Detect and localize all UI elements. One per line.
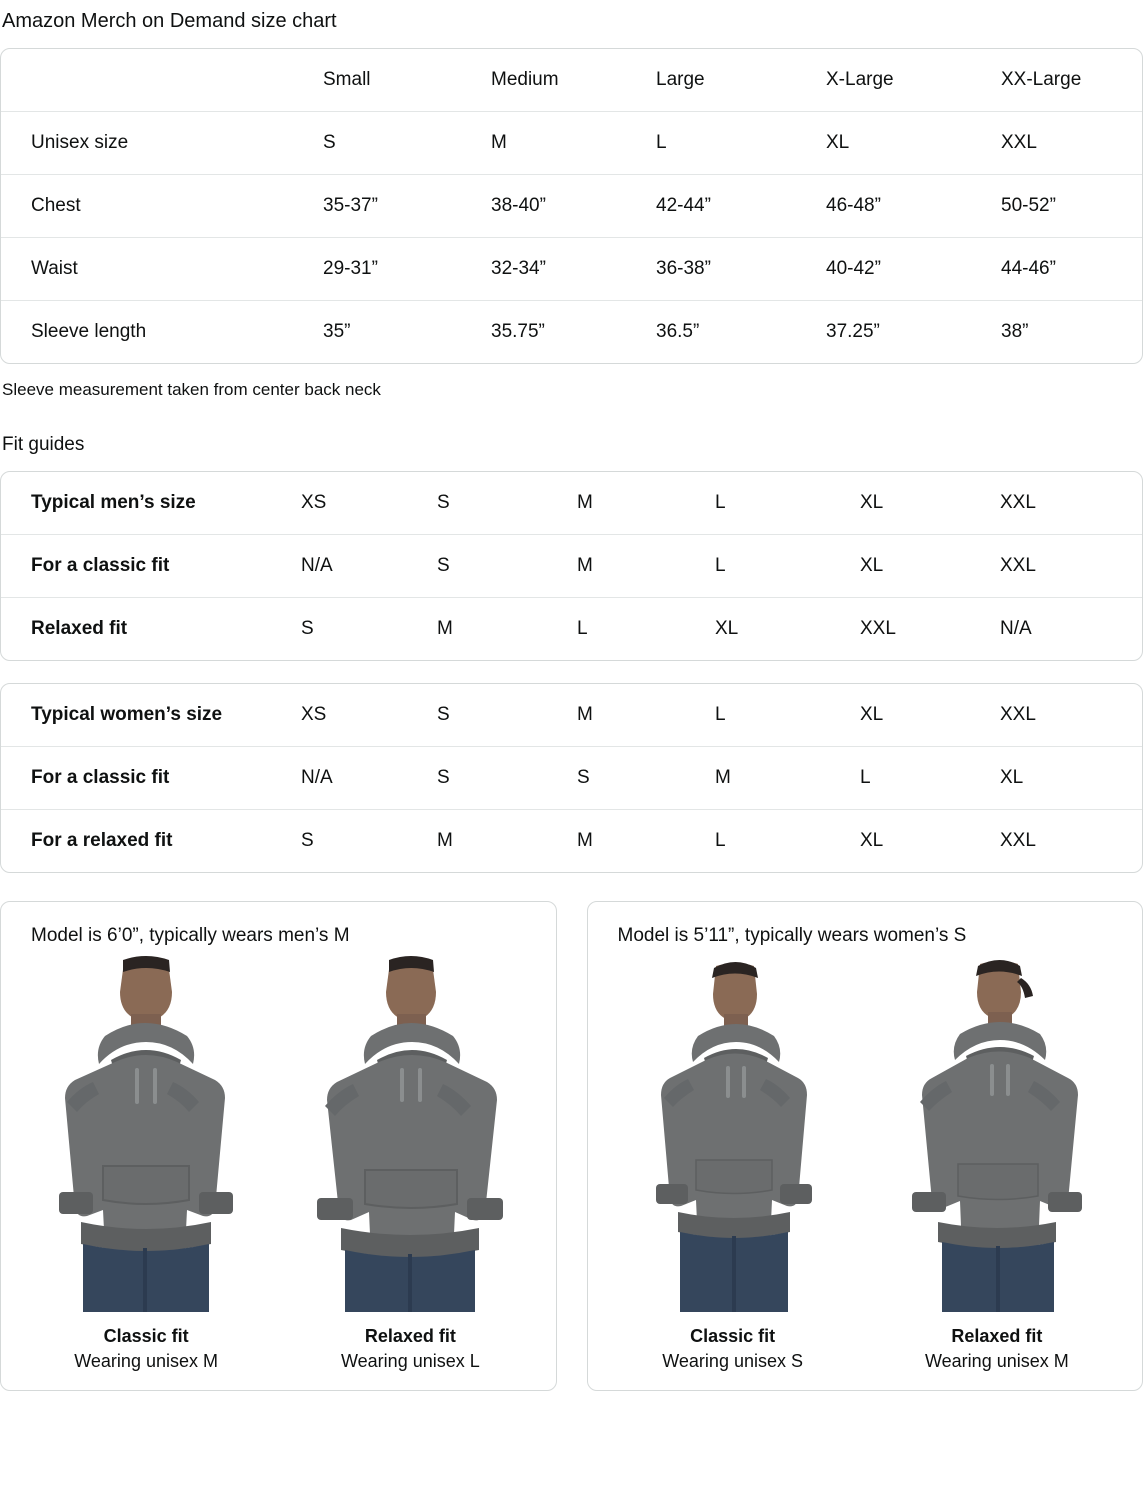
fit-guides-heading: Fit guides (2, 434, 85, 455)
cell-sleeve-small: 35” (323, 321, 351, 342)
female-classic-fit-hoodie-illustration (618, 956, 848, 1316)
cell-mens-relaxed-6: N/A (1000, 618, 1032, 639)
womens-model-card (587, 901, 1143, 1391)
column-header-large: Large (656, 49, 826, 112)
row-label-womens-classic-fit: For a classic fit (1, 747, 301, 810)
cell-typical-mens-1: XS (301, 472, 437, 535)
cell-unisex-size-large: L (656, 112, 826, 175)
row-label-typical-mens-size: Typical men’s size (1, 472, 301, 535)
cell-waist-small: 29-31” (323, 238, 491, 301)
cell-womens-relaxed-2: M (437, 830, 453, 851)
cell-unisex-size-small: S (323, 112, 491, 175)
cell-mens-classic-5: XL (860, 535, 1000, 598)
row-label-waist: Waist (1, 238, 323, 301)
figure-female-relaxed-fit (872, 956, 1121, 1374)
cell-womens-classic-5: L (860, 747, 1000, 810)
table-row (1, 112, 1142, 175)
size-chart-card (0, 48, 1143, 364)
spacer (0, 661, 1143, 683)
fit-label: Classic fit (103, 1326, 189, 1346)
table-header-row (1, 49, 1142, 112)
wearing-label: Wearing unisex M (74, 1351, 218, 1371)
cell-womens-relaxed-4: L (715, 830, 726, 851)
cell-womens-relaxed-1: S (301, 830, 314, 851)
cell-chest-large: 42-44” (656, 175, 826, 238)
figure-male-relaxed-fit (286, 956, 535, 1374)
mens-model-caption: Model is 6’0”, typically wears men’s M (31, 925, 350, 946)
column-header-x-large: X-Large (826, 49, 1001, 112)
cell-unisex-size-medium: M (491, 112, 656, 175)
womens-fit-guide-table (1, 684, 1142, 872)
size-chart-table (1, 49, 1142, 363)
cell-womens-relaxed-6: XXL (1000, 830, 1036, 851)
cell-typical-mens-5: XL (860, 472, 1000, 535)
cell-mens-classic-3: M (577, 535, 715, 598)
cell-unisex-size-x-large: XL (826, 112, 1001, 175)
cell-mens-relaxed-2: M (437, 618, 453, 639)
row-label-unisex-size: Unisex size (1, 112, 323, 175)
table-row (1, 175, 1142, 238)
cell-womens-classic-1: N/A (301, 747, 437, 810)
mens-model-card (0, 901, 557, 1391)
cell-mens-relaxed-5: XXL (860, 618, 896, 639)
table-row (1, 301, 1142, 364)
row-label-chest: Chest (1, 175, 323, 238)
cell-typical-mens-4: L (715, 472, 860, 535)
column-header-xx-large: XX-Large (1001, 49, 1142, 112)
male-relaxed-fit-hoodie-illustration (295, 956, 525, 1316)
fit-label: Relaxed fit (364, 1326, 456, 1346)
cell-mens-classic-1: N/A (301, 535, 437, 598)
cell-waist-x-large: 40-42” (826, 238, 1001, 301)
cell-sleeve-x-large: 37.25” (826, 321, 880, 342)
cell-typical-mens-6: XXL (1000, 472, 1142, 535)
cell-typical-womens-5: XL (860, 684, 1000, 747)
cell-typical-womens-3: M (577, 684, 715, 747)
table-row (1, 810, 1142, 873)
cell-typical-womens-2: S (437, 684, 577, 747)
column-header-blank (1, 49, 323, 112)
row-label-sleeve-length: Sleeve length (31, 321, 147, 342)
table-row (1, 535, 1142, 598)
cell-mens-classic-4: L (715, 535, 860, 598)
cell-womens-relaxed-5: XL (860, 830, 884, 851)
womens-fit-guide-card (0, 683, 1143, 873)
cell-typical-womens-4: L (715, 684, 860, 747)
sleeve-measurement-note: Sleeve measurement taken from center back neck (2, 380, 381, 399)
cell-womens-relaxed-3: M (577, 830, 593, 851)
cell-sleeve-medium: 35.75” (491, 321, 545, 342)
row-label-mens-classic-fit: For a classic fit (1, 535, 301, 598)
mens-fit-guide-table (1, 472, 1142, 660)
womens-model-caption: Model is 5’11”, typically wears women’s S (617, 925, 967, 946)
cell-chest-xx-large: 50-52” (1001, 175, 1142, 238)
cell-typical-mens-3: M (577, 472, 715, 535)
figure-female-classic-fit (608, 956, 857, 1374)
cell-waist-xx-large: 44-46” (1001, 238, 1142, 301)
cell-womens-classic-3: S (577, 747, 715, 810)
cell-mens-classic-6: XXL (1000, 535, 1142, 598)
cell-womens-classic-6: XL (1000, 747, 1142, 810)
wearing-label: Wearing unisex L (341, 1351, 480, 1371)
cell-sleeve-xx-large: 38” (1001, 321, 1029, 342)
mens-figures (19, 956, 538, 1374)
cell-waist-medium: 32-34” (491, 238, 656, 301)
table-row (1, 238, 1142, 301)
cell-typical-mens-2: S (437, 472, 577, 535)
model-photo-cards (0, 901, 1143, 1391)
cell-chest-medium: 38-40” (491, 175, 656, 238)
cell-waist-large: 36-38” (656, 238, 826, 301)
table-row (1, 684, 1142, 747)
cell-unisex-size-xx-large: XXL (1001, 112, 1142, 175)
cell-chest-x-large: 46-48” (826, 175, 1001, 238)
column-header-medium: Medium (491, 49, 656, 112)
column-header-small: Small (323, 49, 491, 112)
row-label-womens-relaxed-fit: For a relaxed fit (31, 830, 173, 851)
cell-womens-classic-2: S (437, 747, 577, 810)
page-title: Amazon Merch on Demand size chart (2, 10, 337, 32)
cell-womens-classic-4: M (715, 747, 860, 810)
row-label-typical-womens-size: Typical women’s size (1, 684, 301, 747)
cell-chest-small: 35-37” (323, 175, 491, 238)
wearing-label: Wearing unisex S (662, 1351, 803, 1371)
wearing-label: Wearing unisex M (925, 1351, 1069, 1371)
figure-male-classic-fit (22, 956, 271, 1374)
mens-fit-guide-card (0, 471, 1143, 661)
table-row (1, 472, 1142, 535)
female-relaxed-fit-hoodie-illustration (882, 956, 1112, 1316)
cell-typical-womens-6: XXL (1000, 684, 1142, 747)
table-row (1, 747, 1142, 810)
cell-mens-classic-2: S (437, 535, 577, 598)
cell-sleeve-large: 36.5” (656, 321, 700, 342)
table-row (1, 598, 1142, 661)
male-classic-fit-hoodie-illustration (31, 956, 261, 1316)
row-label-mens-relaxed-fit: Relaxed fit (31, 618, 128, 639)
cell-mens-relaxed-3: L (577, 618, 588, 639)
cell-mens-relaxed-1: S (301, 618, 314, 639)
cell-mens-relaxed-4: XL (715, 618, 739, 639)
fit-label: Relaxed fit (951, 1326, 1043, 1346)
fit-label: Classic fit (690, 1326, 776, 1346)
cell-typical-womens-1: XS (301, 684, 437, 747)
womens-figures (606, 956, 1125, 1374)
